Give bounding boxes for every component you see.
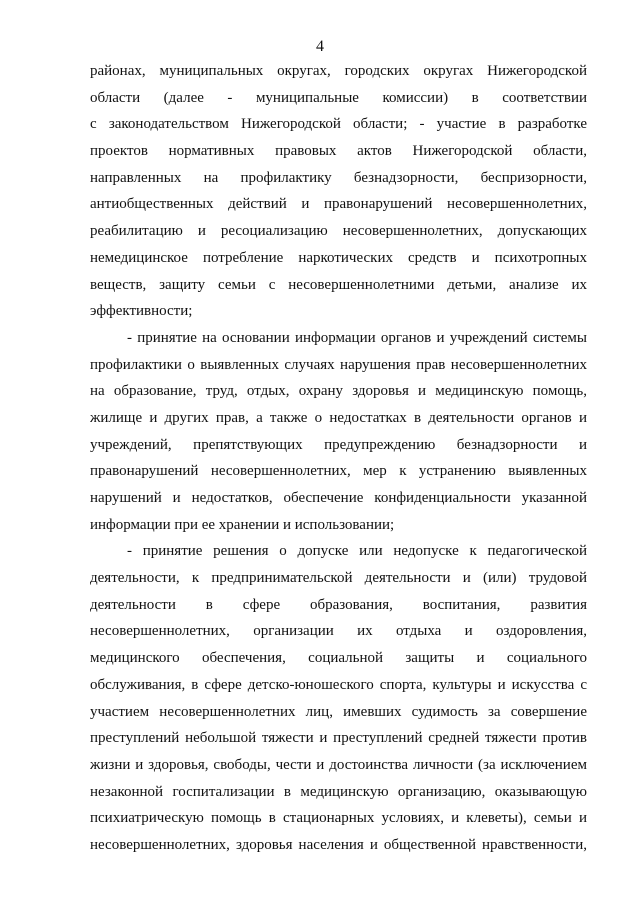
text-line: незаконной госпитализации в медицинскую организацию, оказывающую — [90, 783, 587, 800]
text-line: медицинского обеспечения, социальной защиты и социального — [90, 650, 587, 667]
text-line: направленных на профилактику безнадзорности, беспризорности, — [90, 169, 587, 186]
text-line: несовершеннолетних, здоровья населения и общественной нравственности, — [90, 836, 587, 853]
text-line: психиатрическую помощь в стационарных условиях, и клеветы), семьи и — [90, 810, 587, 827]
page-number: 4 — [316, 38, 324, 55]
body-text — [90, 58, 587, 859]
text-line: информации при ее хранении и использовании; — [90, 516, 395, 533]
text-line: области (далее - муниципальные комиссии) в соответствии — [90, 89, 587, 106]
text-line: жизни и здоровья, свободы, чести и достоинства личности (за исключением — [90, 756, 587, 773]
paragraph-first-line: - принятие решения о допуске или недопуске к педагогической — [127, 543, 587, 560]
text-line: районах, муниципальных округах, городских округах Нижегородской — [90, 63, 587, 79]
text-line: преступлений небольшой тяжести и преступлений средней тяжести против — [90, 730, 587, 747]
text-line: немедицинское потребление наркотических средств и психотропных — [90, 249, 587, 266]
text-line: проектов нормативных правовых актов Нижегородской области, — [90, 143, 587, 160]
text-line: несовершеннолетних, организации их отдыха и оздоровления, — [90, 623, 587, 640]
text-line: учреждений, препятствующих предупреждению безнадзорности и — [90, 436, 587, 453]
text-line: антиобщественных действий и правонарушений несовершеннолетних, — [90, 196, 587, 213]
text-line: обслуживания, в сфере детско-юношеского спорта, культуры и искусства с — [90, 676, 587, 693]
text-line: участием несовершеннолетних лиц, имевших судимость за совершение — [90, 703, 587, 720]
text-line: правонарушений несовершеннолетних, мер к устранению выявленных — [90, 463, 587, 480]
text-line: деятельности в сфере образования, воспитания, развития — [90, 596, 587, 613]
text-line: реабилитацию и ресоциализацию несовершеннолетних, допускающих — [90, 223, 587, 240]
text-line: деятельности, к предпринимательской деятельности и (или) трудовой — [90, 570, 587, 587]
paragraph-first-line: - принятие на основании информации органов и учреждений системы — [127, 329, 587, 346]
text-line: эффективности; — [90, 303, 193, 320]
text-line: на образование, труд, отдых, охрану здоровья и медицинскую помощь, — [90, 383, 587, 400]
text-line: веществ, защиту семьи с несовершеннолетними детьми, анализе их — [90, 276, 587, 293]
text-line: с законодательством Нижегородской области; - участие в разработке — [90, 116, 587, 133]
text-line: профилактики о выявленных случаях нарушения прав несовершеннолетних — [90, 356, 587, 373]
text-line: жилище и других прав, а также о недостатках в деятельности органов и — [90, 409, 587, 426]
text-line: нарушений и недостатков, обеспечение конфиденциальности указанной — [90, 490, 587, 506]
